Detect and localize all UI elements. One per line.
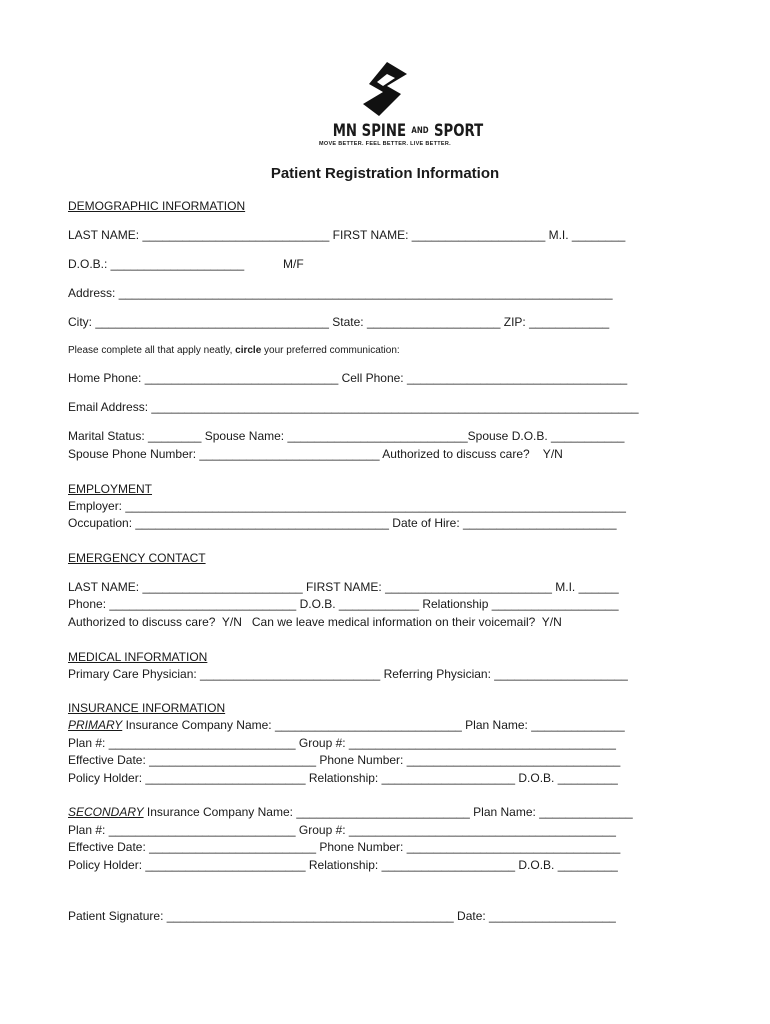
brand-and: AND (411, 126, 429, 136)
page-title: Patient Registration Information (270, 165, 500, 182)
spouse-phone-line[interactable]: Spouse Phone Number: ___________________________ Authorized to discuss care? Y/N (68, 447, 563, 461)
primary-plan-line[interactable]: Plan #: ____________________________ Group #: ________________________________________ (68, 736, 616, 750)
primary-company-text: Insurance Company Name: ____________________________ Plan Name: ______________ (122, 718, 625, 732)
physicians-line[interactable]: Primary Care Physician: ___________________________ Referring Physician: ____________________ (68, 667, 628, 681)
phone-line[interactable]: Home Phone: _____________________________ Cell Phone: _________________________________ (68, 371, 628, 385)
demographic-heading: DEMOGRAPHIC INFORMATION (68, 199, 246, 213)
primary-label: PRIMARY (68, 718, 123, 732)
secondary-effective-line[interactable]: Effective Date: _________________________ Phone Number: ________________________________ (68, 840, 621, 854)
sex-option[interactable]: M/F (283, 257, 304, 271)
brand-name (332, 121, 484, 141)
insurance-heading: INSURANCE INFORMATION (68, 701, 226, 715)
spine-s-logo-icon (357, 60, 413, 118)
brand-sport: SPORT (433, 121, 484, 141)
emergency-authorized-line[interactable]: Authorized to discuss care? Y/N Can we leave medical information on their voicemail? Y/N (68, 615, 562, 629)
emergency-name-line[interactable]: LAST NAME: ________________________ FIRST NAME: _________________________ M.I. ______ (68, 580, 619, 594)
employer-field[interactable]: Employer: ___________________________________________________________________________ (68, 499, 626, 513)
dob-field[interactable]: D.O.B.: ____________________ (68, 257, 245, 271)
email-field[interactable]: Email Address: _________________________________________________________________________ (68, 400, 639, 414)
address-field[interactable]: Address: __________________________________________________________________________ (68, 286, 613, 300)
city-state-zip-line[interactable]: City: ___________________________________ State: ____________________ ZIP: ____________ (68, 315, 610, 329)
medical-heading: MEDICAL INFORMATION (68, 650, 208, 664)
brand-mn: MN SPINE (332, 121, 407, 141)
primary-company-line[interactable] (68, 718, 625, 732)
clinic-logo (318, 60, 484, 147)
instruction-text-1: Please complete all that apply neatly, (68, 345, 236, 356)
emergency-phone-line[interactable]: Phone: ____________________________ D.O.B. ____________ Relationship ___________________ (68, 597, 619, 611)
primary-effective-line[interactable]: Effective Date: _________________________ Phone Number: ________________________________ (68, 753, 621, 767)
communication-instruction (68, 344, 400, 358)
primary-holder-line[interactable]: Policy Holder: ________________________ Relationship: ____________________ D.O.B. _________ (68, 771, 618, 785)
secondary-company-line[interactable] (68, 805, 633, 819)
signature-line[interactable]: Patient Signature: ___________________________________________ Date: ___________________ (68, 909, 616, 923)
instruction-text-2: your preferred communication: (261, 345, 400, 356)
secondary-label: SECONDARY (68, 805, 144, 819)
marital-line[interactable]: Marital Status: ________ Spouse Name: ___________________________Spouse D.O.B. ___________ (68, 429, 625, 443)
secondary-holder-line[interactable]: Policy Holder: ________________________ Relationship: ____________________ D.O.B. _________ (68, 858, 618, 872)
brand-tagline: MOVE BETTER. FEEL BETTER. LIVE BETTER. (318, 141, 451, 147)
name-line[interactable]: LAST NAME: ____________________________ FIRST NAME: ____________________ M.I. ________ (68, 228, 626, 242)
secondary-company-text: Insurance Company Name: __________________________ Plan Name: ______________ (143, 805, 633, 819)
occupation-line[interactable]: Occupation: ______________________________________ Date of Hire: _______________________ (68, 516, 617, 530)
employment-heading: EMPLOYMENT (68, 482, 153, 496)
instruction-bold: circle (235, 345, 262, 356)
secondary-plan-line[interactable]: Plan #: ____________________________ Group #: ________________________________________ (68, 823, 616, 837)
emergency-heading: EMERGENCY CONTACT (68, 551, 206, 565)
